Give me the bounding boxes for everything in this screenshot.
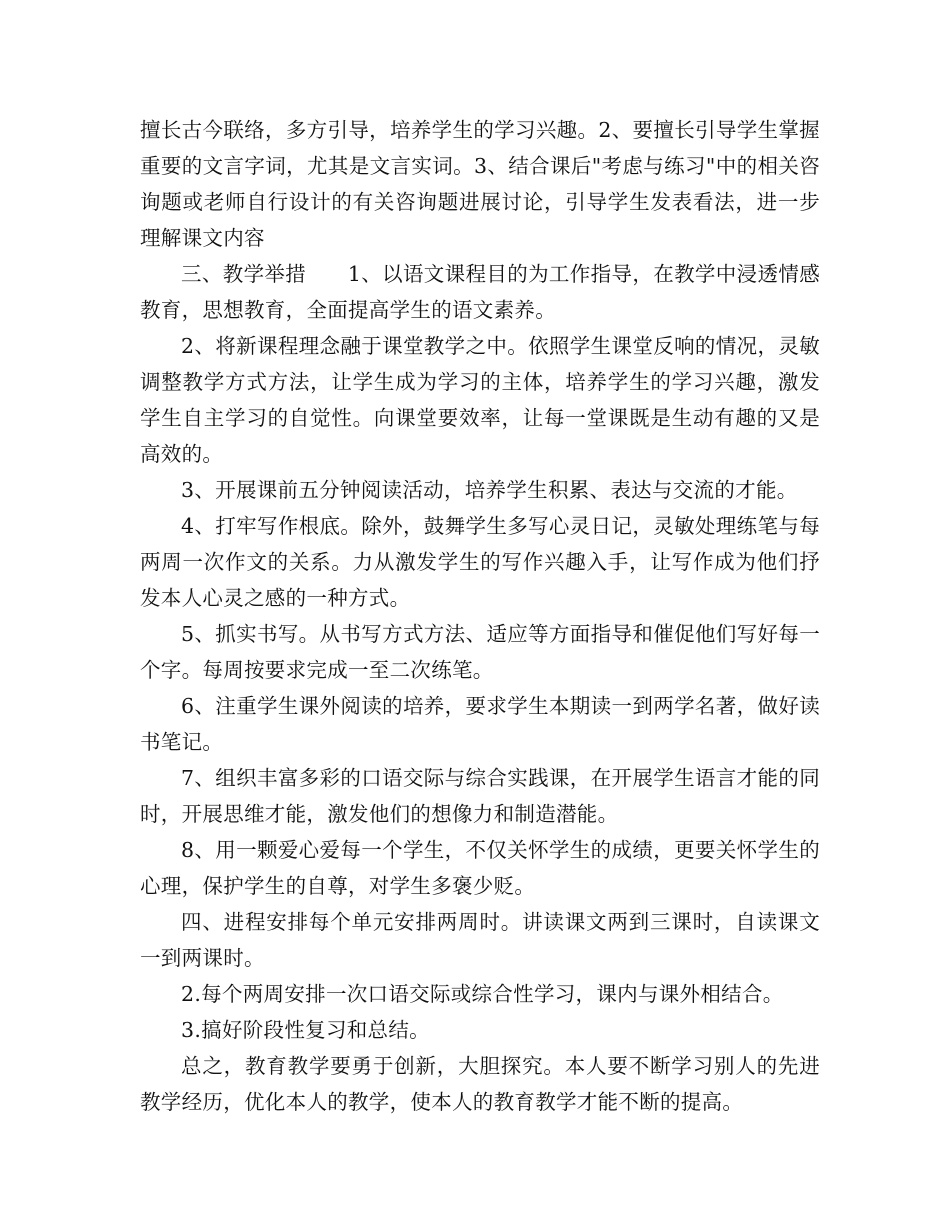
paragraph-continuation: 擅长古今联络，多方引导，培养学生的学习兴趣。2、要擅长引导学生掌握重要的文言字词，尤其是文言实词。3、结合课后"考虑与练习"中的相关咨询题或老师自行设计的有关咨询题进展讨论，引导学生发表看法，进一步理解课文内容	[140, 118, 820, 250]
paragraph-measure-3: 3、开展课前五分钟阅读活动，培养学生积累、表达与交流的才能。	[181, 478, 798, 502]
paragraph-measure-4: 4、打牢写作根底。除外，鼓舞学生多写心灵日记，灵敏处理练笔与每两周一次作文的关系。力从激发学生的写作兴趣入手，让写作成为他们抒发本人心灵之感的一种方式。	[140, 514, 820, 610]
paragraph-section-4-schedule: 四、进程安排每个单元安排两周时。讲读课文两到三课时，自读课文一到两课时。	[140, 910, 820, 970]
paragraph-measure-7: 7、组织丰富多彩的口语交际与综合实践课，在开展学生语言才能的同时，开展思维才能，激发他们的想像力和制造潜能。	[140, 766, 820, 826]
paragraph-measure-6: 6、注重学生课外阅读的培养，要求学生本期读一到两学名著，做好读书笔记。	[140, 694, 820, 754]
paragraph-measure-5: 5、抓实书写。从书写方式方法、适应等方面指导和催促他们写好每一个字。每周按要求完成一至二次练笔。	[140, 622, 820, 682]
paragraph-conclusion: 总之，教育教学要勇于创新，大胆探究。本人要不断学习别人的先进教学经历，优化本人的教学，使本人的教育教学才能不断的提高。	[140, 1054, 820, 1114]
paragraph-measure-8: 8、用一颗爱心爱每一个学生，不仅关怀学生的成绩，更要关怀学生的心理，保护学生的自尊，对学生多褒少贬。	[140, 838, 820, 898]
paragraph-schedule-2: 2.每个两周安排一次口语交际或综合性学习，课内与课外相结合。	[181, 982, 784, 1006]
paragraph-section-3-measures: 三、教学举措 1、以语文课程目的为工作指导，在教学中浸透情感教育，思想教育，全面提高学生的语文素养。	[140, 262, 820, 322]
document-body	[140, 112, 820, 1120]
paragraph-measure-2: 2、将新课程理念融于课堂教学之中。依照学生课堂反响的情况，灵敏调整教学方式方法，让学生成为学习的主体，培养学生的学习兴趣，激发学生自主学习的自觉性。向课堂要效率，让每一堂课既是生动有趣的又是高效的。	[140, 334, 820, 466]
paragraph-schedule-3: 3.搞好阶段性复习和总结。	[181, 1018, 430, 1042]
